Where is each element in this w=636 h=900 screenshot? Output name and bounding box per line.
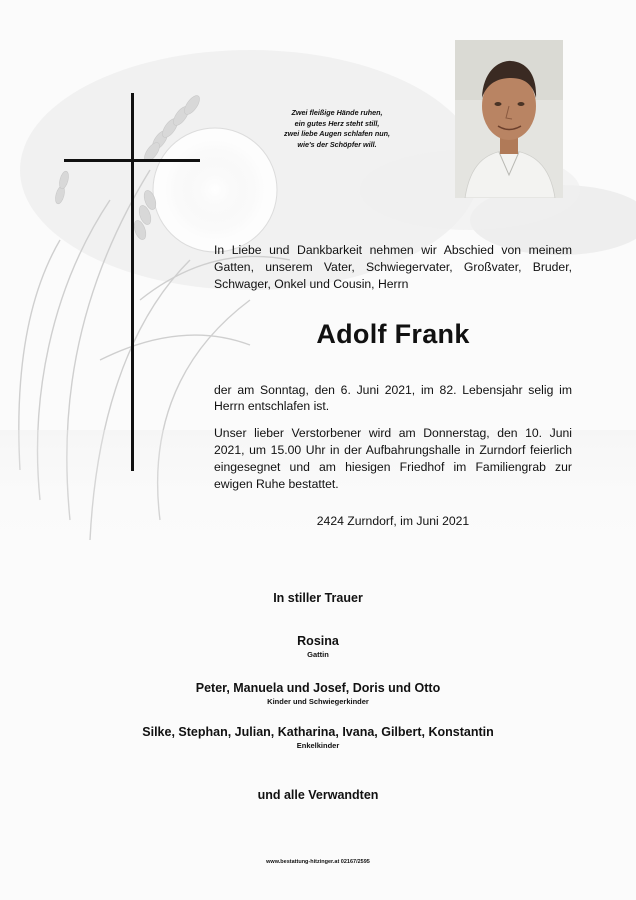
footer-contact: www.bestattung-hitzinger.at 02167/2595 — [266, 859, 370, 865]
mourner-names: Silke, Stephan, Julian, Katharina, Ivana, Gilbert, Konstantin — [142, 725, 494, 739]
mourner-names: Rosina — [297, 634, 339, 648]
deceased-name: Adolf Frank — [316, 319, 470, 349]
mourner-relation: Enkelkinder — [296, 741, 340, 750]
mourner-group — [0, 725, 636, 750]
poem — [272, 108, 402, 150]
mourner-group — [0, 634, 636, 659]
poem-line: Zwei fleißige Hände ruhen, — [291, 108, 383, 117]
mourner-names: Peter, Manuela und Josef, Doris und Otto — [195, 681, 441, 695]
death-announcement: der am Sonntag, den 6. Juni 2021, im 82. Lebensjahr selig im Herrn entschlafen ist. — [214, 383, 572, 413]
mourner-relation: Gattin — [307, 650, 329, 659]
poem-line: ein gutes Herz steht still, — [294, 118, 380, 128]
mourner-group — [0, 681, 636, 706]
mourner-relation: Kinder und Schwiegerkinder — [267, 697, 369, 706]
poem-line: zwei liebe Augen schlafen nun, — [284, 129, 390, 138]
poem-line: wie's der Schöpfer will. — [297, 139, 377, 149]
portrait-photo — [455, 40, 563, 198]
intro-text: In Liebe und Dankbarkeit nehmen wir Abschied von meinem Gatten, unserem Vater, Schwiegervater, Großvater, Bruder, Schwager, Onkel und Cousin, Herrn — [214, 243, 572, 291]
place-date: 2424 Zurndorf, im Juni 2021 — [316, 514, 470, 528]
funeral-details: Unser lieber Verstorbener wird am Donnerstag, den 10. Juni 2021, um 15.00 Uhr in der Aufbahrungshalle in Zurndorf feierlich eingesegnet und am hiesigen Friedhof im Familiengrab zur ewigen Ruhe bestattet. — [214, 426, 572, 491]
cross-vertical-bar — [131, 93, 134, 471]
cross-horizontal-bar — [64, 159, 200, 162]
relatives-line: und alle Verwandten — [257, 788, 379, 802]
grief-heading: In stiller Trauer — [273, 591, 363, 605]
